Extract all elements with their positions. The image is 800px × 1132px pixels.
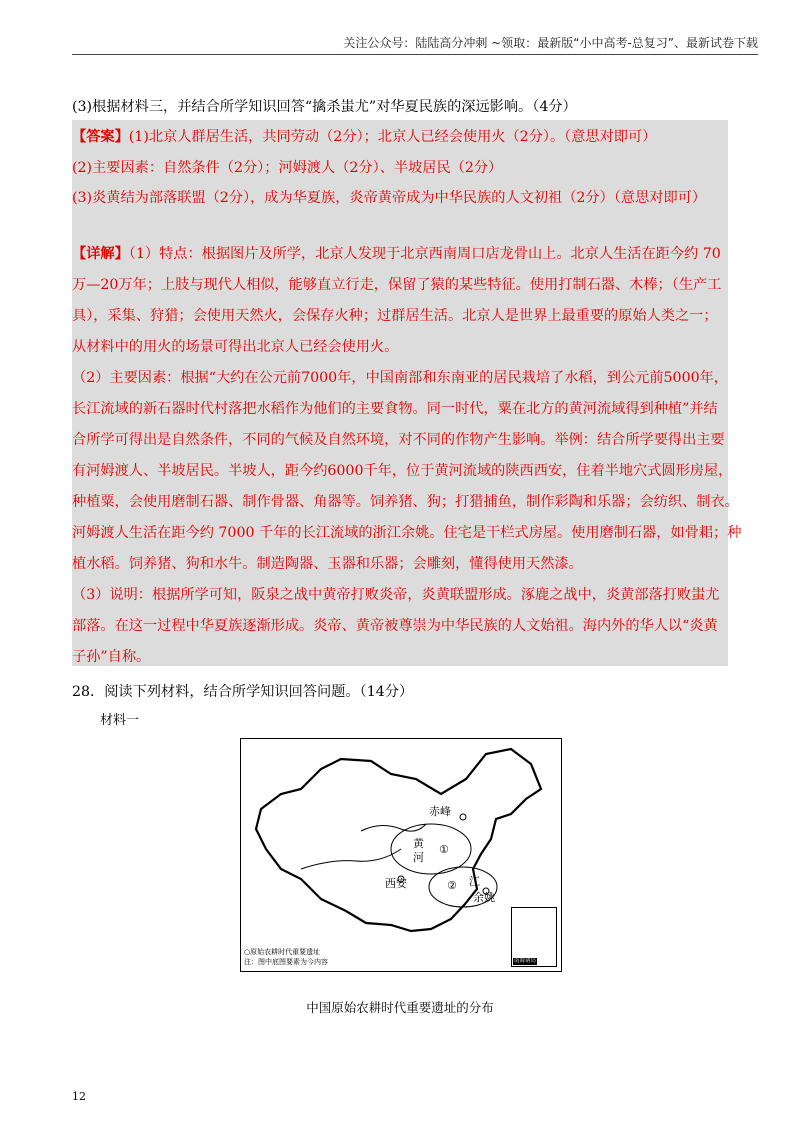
detail-line-1 — [72, 245, 721, 263]
detail-label: 【详解】 — [72, 246, 129, 262]
question-28: 28．阅读下列材料，结合所学知识回答问题。（14分） — [72, 684, 414, 700]
region-1-outline — [391, 824, 471, 874]
detail-line: 万—20万年；上肢与现代人相似，能够直立行走，保留了猿的某些特征。使用打制石器、木棒；（生产工 — [72, 277, 722, 293]
map-label-huang: 黄 — [413, 837, 424, 850]
detail-line: 植水稻。饲养猪、狗和水牛。制造陶器、玉器和乐器；会雕刻，懂得使用天然漆。 — [72, 556, 583, 572]
south-china-sea-inset — [511, 907, 557, 967]
detail-line: （2）主要因素：根据“大约在公元前7000年，中国南部和东南亚的居民栽培了水稻，到公元前5000年， — [72, 370, 728, 386]
detail-line: 合所学可得出是自然条件，不同的气候及自然环境，对不同的作物产生影响。举例：结合所学要得出主要 — [72, 432, 725, 448]
map-legend-line-1: ○原始农耕时代重要遗址 — [244, 948, 321, 956]
answer-line-1 — [72, 128, 656, 146]
inset-label: 南海诸岛 — [514, 958, 537, 964]
header-divider — [72, 54, 758, 55]
map-label-he: 河 — [413, 851, 424, 864]
detail-line: 长江流域的新石器时代村落把水稻作为他们的主要食物。同一时代，粟在北方的黄河流域得到种植”并结 — [72, 401, 718, 417]
detail-text-1: （1）特点：根据图片及所学，北京人发现于北京西南周口店龙骨山上。北京人生活在距今约 70 — [128, 246, 721, 262]
map-label-jiang: 江 — [469, 875, 480, 888]
yangtze-river — [301, 849, 401, 869]
detail-line: 有河姆渡人、半坡居民。半坡人，距今约6000千年，位于黄河流域的陕西西安，住着半地穴式圆形房屋， — [72, 463, 733, 479]
map-label-yuyao: 余姚 — [473, 891, 495, 904]
site-marker-chifeng — [460, 814, 466, 820]
china-map-figure — [240, 738, 562, 972]
answer-line-2: (2)主要因素：自然条件（2分）；河姆渡人（2分）、半坡居民（2分） — [72, 160, 503, 176]
map-label-xian: 西安 — [385, 877, 407, 890]
detail-line: 子孙”自称。 — [72, 649, 151, 665]
map-label-chifeng: 赤峰 — [429, 805, 451, 818]
detail-line: 种植粟，会使用磨制石器、制作骨器、角器等。饲养猪、狗；打猎捕鱼，制作彩陶和乐器；会纺织、制衣。 — [72, 494, 739, 510]
map-label-region-1: ① — [439, 843, 449, 856]
yellow-river — [361, 824, 426, 831]
detail-line: 部落。在这一过程中华夏族逐渐形成。炎帝、黄帝被尊崇为中华民族的人文始祖。海内外的华人以“炎黄 — [72, 618, 718, 634]
map-legend-line-2: 注：图中底图要素为今内容 — [244, 958, 328, 966]
map-legend — [244, 947, 328, 967]
question-3: (3)根据材料三，并结合所学知识回答“擒杀蚩尤”对华夏民族的深远影响。（4分） — [72, 99, 577, 115]
page-number: 12 — [72, 1090, 86, 1103]
detail-line: 河姆渡人生活在距今约 7000 千年的长江流域的浙江余姚。住宅是干栏式房屋。使用磨制石器，如骨耜；种 — [72, 525, 742, 541]
answer-line-3: (3)炎黄结为部落联盟（2分），成为华夏族，炎帝黄帝成为中华民族的人文初祖（2分）（意思对即可） — [72, 190, 707, 206]
answer-text-1: (1)北京人群居生活，共同劳动（2分）；北京人已经会使用火（2分）。（意思对即可） — [128, 129, 657, 145]
detail-line: 具），采集、狩猎；会使用天然火，会保存火种；过群居生活。北京人是世界上最重要的原始人类之一； — [72, 308, 718, 324]
detail-line: 从材料中的用火的场景可得出北京人已经会使用火。 — [72, 339, 399, 355]
china-border — [256, 749, 541, 931]
answer-label: 【答案】 — [72, 129, 129, 145]
map-caption: 中国原始农耕时代重要遗址的分布 — [306, 1000, 494, 1015]
page-header: 关注公众号：陆陆高分冲刺 ~领取：最新版“小中高考-总复习”、最新试卷下载 — [343, 36, 758, 50]
material-1-label: 材料一 — [100, 713, 140, 728]
detail-line: （3）说明：根据所学可知，阪泉之战中黄帝打败炎帝，炎黄联盟形成。涿鹿之战中，炎黄部落打败蚩尤 — [72, 587, 720, 603]
map-label-region-2: ② — [447, 879, 457, 892]
